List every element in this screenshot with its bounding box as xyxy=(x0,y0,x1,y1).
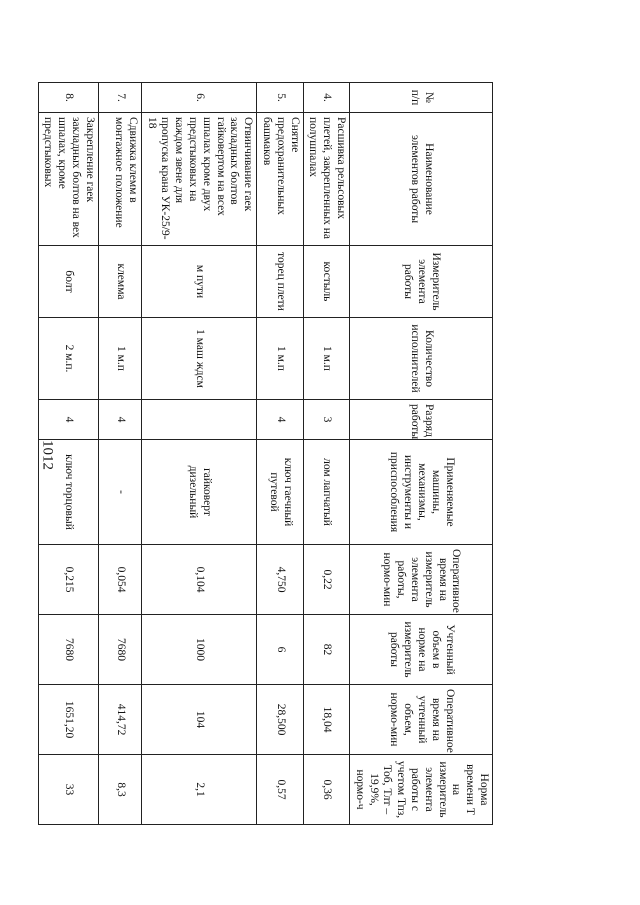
cell-operative-time: 0,054 xyxy=(98,545,141,615)
work-elements-table xyxy=(38,82,493,825)
cell-volume: 82 xyxy=(303,615,349,685)
cell-time-norm: 2,1 xyxy=(141,755,256,825)
cell-work-name: Закрепление гаек закладных болтов на вех шпалах, кроме предстыковых xyxy=(38,113,98,246)
cell-executors: 2 м.п. xyxy=(38,318,98,400)
cell-operative-time: 4,750 xyxy=(257,545,303,615)
cell-grade: 3 xyxy=(303,400,349,440)
cell-executors: 1 маш ждсм xyxy=(141,318,256,400)
cell-executors: 1 м.п xyxy=(257,318,303,400)
cell-operative-time-volume: 18,04 xyxy=(303,685,349,755)
cell-equipment: ключ гаечный путевой xyxy=(257,440,303,545)
cell-volume: 7680 xyxy=(38,615,98,685)
cell-grade: 4 xyxy=(98,400,141,440)
cell-work-name: Сдвижка клемм в монтажное положение xyxy=(98,113,141,246)
cell-grade: 4 xyxy=(257,400,303,440)
cell-operative-time: 0,215 xyxy=(38,545,98,615)
table-row xyxy=(257,83,303,825)
header-volume: Учтенный объем в норме на измеритель работы xyxy=(350,615,493,685)
table-row xyxy=(38,83,98,825)
table-row xyxy=(98,83,141,825)
cell-equipment: гайковерт дизельный xyxy=(141,440,256,545)
cell-work-name: Снятие предохранительных башмаков xyxy=(257,113,303,246)
table-row xyxy=(141,83,256,825)
cell-volume: 7680 xyxy=(98,615,141,685)
cell-unit: костыль xyxy=(303,246,349,318)
cell-work-name: Расшивка рельсовых плетей, закрепленных на полушпалах xyxy=(303,113,349,246)
cell-executors: 1 м.п xyxy=(98,318,141,400)
header-grade: Разряд работы xyxy=(350,400,493,440)
cell-volume: 1000 xyxy=(141,615,256,685)
header-operative-time-volume: Оперативное время на учтенный объем, нормо-мин xyxy=(350,685,493,755)
header-equipment: Применяемые машины, механизмы, инструменты и приспособления xyxy=(350,440,493,545)
header-operative-time: Оперативное время на измеритель элемента работы, нормо-мин xyxy=(350,545,493,615)
header-unit: Измеритель элемента работы xyxy=(350,246,493,318)
cell-time-norm: 0,36 xyxy=(303,755,349,825)
cell-number: 7. xyxy=(98,83,141,113)
cell-operative-time-volume: 1651,20 xyxy=(38,685,98,755)
cell-operative-time-volume: 104 xyxy=(141,685,256,755)
cell-number: 6. xyxy=(141,83,256,113)
header-time-norm: Норма времени Т на измеритель элемента работы с учетом Тпз, Тоб, Тлт – 19,9%, нормо-ч xyxy=(350,755,493,825)
cell-grade: 4 xyxy=(38,400,98,440)
cell-operative-time-volume: 28,500 xyxy=(257,685,303,755)
header-work-name: Наименование элементов работы xyxy=(350,113,493,246)
table-header-row xyxy=(350,83,493,825)
cell-equipment: - xyxy=(98,440,141,545)
cell-time-norm: 0,57 xyxy=(257,755,303,825)
header-number: № п/п xyxy=(350,83,493,113)
cell-operative-time: 0,104 xyxy=(141,545,256,615)
cell-operative-time-volume: 414,72 xyxy=(98,685,141,755)
cell-unit: м пути xyxy=(141,246,256,318)
cell-number: 4. xyxy=(303,83,349,113)
header-executors: Количество исполнителей xyxy=(350,318,493,400)
cell-number: 5. xyxy=(257,83,303,113)
cell-number: 8. xyxy=(38,83,98,113)
cell-unit: торец плети xyxy=(257,246,303,318)
cell-work-name: Отвинчивание гаек закладных болтов гайковертом на всех шпалах кроме двух предстыковых на каждом звене для пропуска крана УК-25/9-18 xyxy=(141,113,256,246)
cell-operative-time: 0,22 xyxy=(303,545,349,615)
cell-equipment: ключ торцовый xyxy=(38,440,98,545)
cell-equipment: лом лапчатый xyxy=(303,440,349,545)
page-number: 1012 xyxy=(39,440,56,470)
cell-grade xyxy=(141,400,256,440)
cell-unit: болт xyxy=(38,246,98,318)
table-row xyxy=(303,83,349,825)
cell-volume: 6 xyxy=(257,615,303,685)
cell-time-norm: 8,3 xyxy=(98,755,141,825)
cell-unit: клемма xyxy=(98,246,141,318)
cell-executors: 1 м.п xyxy=(303,318,349,400)
cell-time-norm: 33 xyxy=(38,755,98,825)
